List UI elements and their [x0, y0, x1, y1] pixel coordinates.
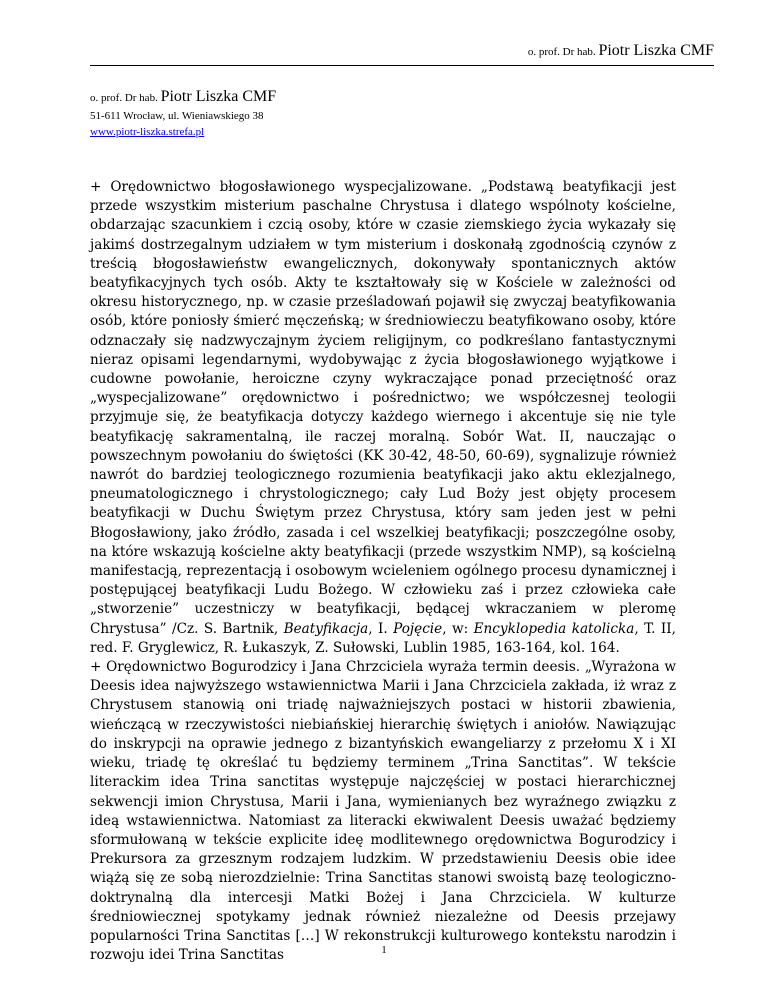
paragraph-text: , I.	[368, 620, 394, 637]
author-prefix: o. prof. Dr hab.	[90, 92, 158, 104]
author-block	[90, 88, 276, 140]
header-author-name: Piotr Liszka CMF	[598, 42, 714, 59]
paragraph-text: + Orędownictwo błogosławionego wyspecjalizowane. „Podstawą beatyfikacji jest przede wszystkim misterium paschalne Chrystusa i dlatego wspólnoty kościelne, obdarzając szacunkiem i czcią osoby, które w czasie ziemskiego życia wykazały się jakimś dostrzegalnym udziałem w tym misterium i doskonałą zgodnością czynów z treścią błogosławieństw ewangelicznych, dokonywały spontanicznych aktów beatyfikacyjnych tych osób. Akty te kształtowały się w Kościele w zależności od okresu historycznego, np. w czasie prześladowań pojawił się zwyczaj beatyfikowania osób, które poniosły śmierć męczeńską; w średniowieczu beatyfikowano osoby, które odznaczały się nadzwyczajnym życiem religijnym, co podkreślano fantastycznymi nieraz opisami legendarnymi, wydobywając z życia błogosławionego wyjątkowe i cudowne powołanie, heroiczne czyny wykraczające ponad przeciętność oraz „wyspecjalizowane” orędownictwo i pośrednictwo; we współczesnej teologii przyjmuje się, że beatyfikacja dotyczy każdego wiernego i akcentuje się nie tyle beatyfikację sakramentalną, ile raczej moralną. Sobór Wat. II, nauczając o powszechnym powołaniu do świętości (KK 30-42, 48-50, 60-69), sygnalizuje również nawrót do bardziej teologicznego rozumienia beatyfikacji jako aktu eklezjalnego, pneumatologicznego i chrystologicznego; cały Lud Boży jest objęty procesem beatyfikacji w Duchu Świętym przez Chrystusa, który sam jeden jest w pełni Błogosławiony, jako źródło, zasada i cel wszelkiej beatyfikacji; poszczególne osoby, na które wskazują kościelne akty beatyfikacji (przede wszystkim NMP), są kościelną manifestacją, reprezentacją i osobowym wcieleniem ogólnego procesu dynamicznej i postępującej beatyfikacji Ludu Bożego. W człowieku zaś i przez człowieka całe „stworzenie” uczestniczy w beatyfikacji, będącej wkraczaniem w pleromę Chrystusa” /Cz. S. Bartnik,	[90, 179, 676, 637]
document-body	[90, 178, 676, 965]
author-website-link[interactable]: www.piotr-liszka.strefa.pl	[90, 126, 205, 138]
citation-title: Beatyfikacja	[283, 620, 369, 637]
author-name: Piotr Liszka CMF	[160, 88, 277, 105]
paragraph-text: , T. II, red. F. Gryglewicz, R. Łukaszyk, Z. Sułowski, Lublin 1985, 163-164, kol. 164.	[90, 620, 676, 656]
paragraph-deesis: + Orędownictwo Bogurodzicy i Jana Chrzciciela wyraża termin deesis. „Wyrażona w Deesis idea najwyższego wstawiennictwa Marii i Jana Chrzciciela zakłada, iż wraz z Chrystusem stanowią oni triadę najważniejszych postaci w historii zbawienia, wieńczącą w rzeczywistości niebiańskiej hierarchię świętych i aniołów. Nawiązując do inskrypcji na oprawie jednego z bizantyńskich ewangeliarzy z przełomu X i XI wieku, triadę tę określać tu będziemy terminem „Trina Sanctitas”. W tekście literackim idea Trina sanctitas występuje najczęściej w postaci hierarchicznej sekwencji imion Chrystusa, Marii i Jana, wymienianych bez wyraźnego związku z ideą wstawiennictwa. Natomiast za literacki ekwiwalent Deesis uważać będziemy sformułowaną w tekście explicite ideę modlitewnego orędownictwa Bogurodzicy i Prekursora za grzesznym rodzajem ludzkim. W przedstawieniu Deesis obie idee wiążą się ze sobą nierozdzielnie: Trina Sanctitas stanowi swoistą bazę teologiczno-doktrynalną dla intercesji Matki Bożej i Jana Chrzciciela. W kulturze średniowiecznej spotykamy jednak również niezależne od Deesis przejawy popularności Trina Sanctitas […] W rekonstrukcji kulturowego kontekstu narodzin i rozwoju idei Trina Sanctitas	[90, 659, 676, 964]
header-divider	[90, 65, 714, 66]
paragraph-text: , w:	[442, 620, 474, 637]
citation-source: Encyklopedia katolicka	[473, 620, 635, 637]
running-header	[528, 42, 714, 60]
paragraph-beatification	[90, 178, 676, 658]
author-address: 51-611 Wrocław, ul. Wieniawskiego 38	[90, 110, 264, 122]
citation-subtitle: Pojęcie	[393, 620, 443, 637]
page-number: 1	[381, 944, 387, 956]
header-prefix: o. prof. Dr hab.	[527, 46, 596, 58]
author-line	[90, 88, 276, 106]
